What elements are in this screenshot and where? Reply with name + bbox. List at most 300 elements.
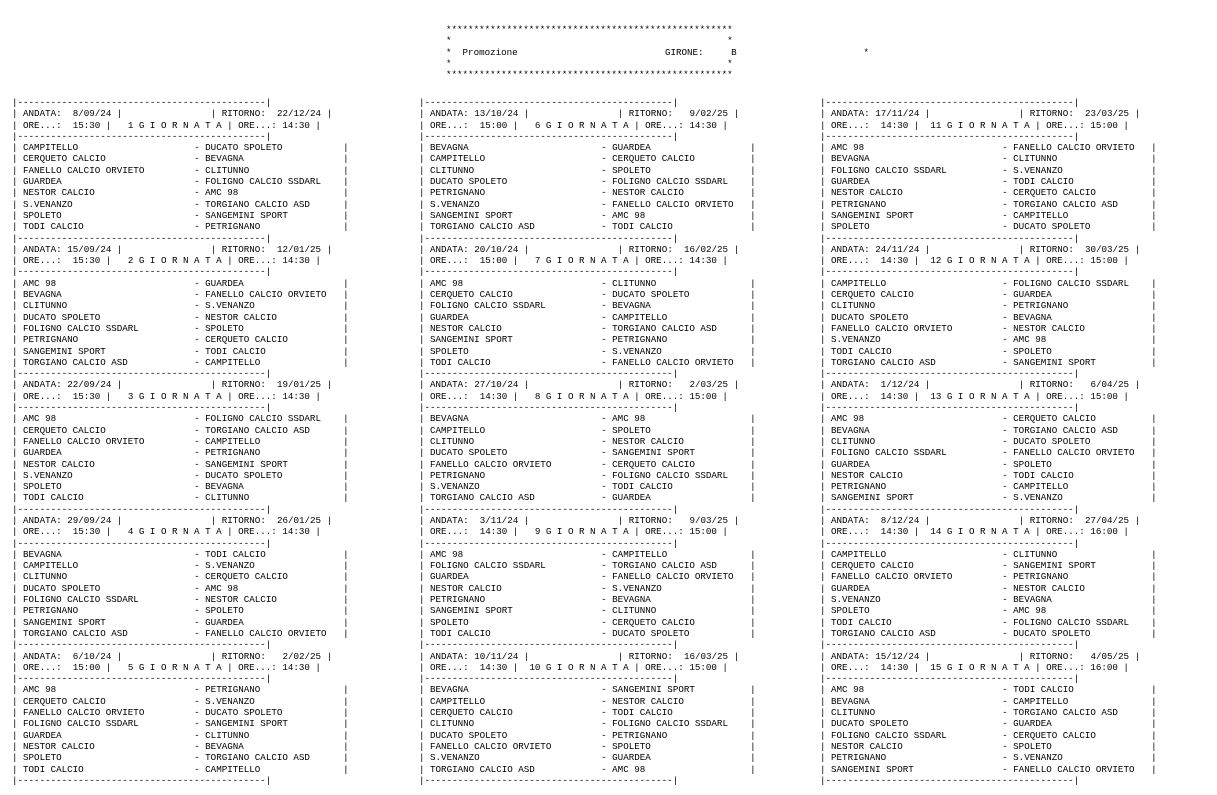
away-team: AMC 98: [612, 763, 646, 775]
away-team: FOLIGNO CALCIO SSDARL: [205, 176, 321, 188]
away-team: NESTOR CALCIO: [612, 435, 684, 447]
away-team: FOLIGNO CALCIO SSDARL: [612, 718, 728, 730]
andata-label: ANDATA:: [430, 650, 469, 662]
ore-andata-label: ORE...:: [430, 255, 469, 267]
match-row: | CLITUNNO - SPOLETO |: [419, 164, 756, 176]
home-team: S.VENANZO: [831, 334, 881, 346]
match-row: | AMC 98 - CERQUETO CALCIO |: [820, 413, 1157, 425]
andata-label: ANDATA:: [430, 379, 469, 391]
round-ore-row: | ORE...: 14:30 | 10 G I O R N A T A | ORE...: 15:00 |: [419, 661, 728, 673]
match-row: | DUCATO SPOLETO - BEVAGNA |: [820, 311, 1157, 323]
home-team: PETRIGNANO: [430, 187, 486, 199]
match-row: | FOLIGNO CALCIO SSDARL - S.VENANZO |: [820, 164, 1157, 176]
home-team: DUCATO SPOLETO: [430, 729, 508, 741]
match-row: | S.VENANZO - TORGIANO CALCIO ASD |: [12, 198, 349, 210]
home-team: GUARDEA: [23, 176, 62, 188]
andata-date: 6/10/24: [72, 650, 112, 662]
match-row: | CERQUETO CALCIO - SANGEMINI SPORT |: [820, 560, 1157, 572]
away-team: TORGIANO CALCIO ASD: [205, 424, 310, 436]
round-divider: |---------------------------------------------|: [820, 503, 1080, 515]
away-team: TODI CALCIO: [1013, 176, 1074, 188]
home-team: SANGEMINI SPORT: [430, 209, 513, 221]
andata-label: ANDATA:: [430, 514, 469, 526]
round-andata-ritorno-row: | ANDATA: 22/09/24 | | RITORNO: 19/01/25 |: [12, 379, 333, 391]
home-team: DUCATO SPOLETO: [831, 311, 909, 323]
girone-label: GIRONE:: [664, 46, 704, 58]
match-row: | PETRIGNANO - S.VENANZO |: [820, 752, 1157, 764]
match-row: | FANELLO CALCIO ORVIETO - CLITUNNO |: [12, 164, 349, 176]
match-row: | SPOLETO - TORGIANO CALCIO ASD |: [12, 752, 349, 764]
round-ore-row: | ORE...: 15:30 | 4 G I O R N A T A | ORE...: 14:30 |: [12, 526, 321, 538]
home-team: CLITUNNO: [430, 164, 475, 176]
away-team: BEVAGNA: [205, 153, 244, 165]
giornata-number: 1: [127, 119, 134, 131]
away-team: SPOLETO: [1013, 458, 1052, 470]
home-team: CERQUETO CALCIO: [23, 424, 106, 436]
ritorno-date: 27/04/25: [1084, 514, 1130, 526]
match-row: | CLITUNNO - S.VENANZO |: [12, 300, 349, 312]
round-andata-ritorno-row: | ANDATA: 6/10/24 | | RITORNO: 2/02/25 |: [12, 650, 333, 662]
away-team: NESTOR CALCIO: [1013, 322, 1085, 334]
home-team: CAMPITELLO: [831, 548, 887, 560]
ritorno-label: RITORNO:: [1029, 108, 1074, 120]
ore-andata-label: ORE...:: [23, 661, 62, 673]
giornata-number: 9: [534, 526, 541, 538]
home-team: SPOLETO: [430, 345, 469, 357]
home-team: CERQUETO CALCIO: [430, 707, 513, 719]
match-row: | S.VENANZO - AMC 98 |: [820, 334, 1157, 346]
home-team: AMC 98: [831, 413, 865, 425]
match-row: | CLITUNNO - FOLIGNO CALCIO SSDARL |: [419, 718, 756, 730]
header-title-row: * Promozione GIRONE: B *: [446, 46, 870, 58]
ore-ritorno-label: ORE...:: [238, 526, 277, 538]
home-team: CLITUNNO: [23, 571, 68, 583]
andata-date: 13/10/24: [474, 108, 519, 120]
home-team: AMC 98: [23, 413, 57, 425]
home-team: S.VENANZO: [23, 198, 73, 210]
away-team: CAMPITELLO: [612, 548, 668, 560]
match-row: | CAMPITELLO - DUCATO SPOLETO |: [12, 142, 349, 154]
home-team: BEVAGNA: [23, 548, 62, 560]
match-row: | BEVAGNA - FANELLO CALCIO ORVIETO |: [12, 289, 349, 301]
away-team: TODI CALCIO: [612, 221, 673, 233]
match-row: | AMC 98 - CAMPITELLO |: [419, 548, 756, 560]
match-row: | TORGIANO CALCIO ASD - FANELLO CALCIO ORVIETO |: [12, 627, 349, 639]
round-andata-ritorno-row: | ANDATA: 8/09/24 | | RITORNO: 22/12/24 |: [12, 108, 333, 120]
home-team: NESTOR CALCIO: [23, 740, 95, 752]
away-team: SPOLETO: [1013, 740, 1052, 752]
giornata-number: 10: [529, 661, 541, 673]
home-team: TODI CALCIO: [831, 616, 892, 628]
ore-andata: 15:30: [72, 390, 101, 402]
match-row: | CLITUNNO - NESTOR CALCIO |: [419, 435, 756, 447]
away-team: S.VENANZO: [1013, 492, 1063, 504]
match-row: | BEVAGNA - SANGEMINI SPORT |: [419, 684, 756, 696]
andata-label: ANDATA:: [23, 514, 62, 526]
away-team: S.VENANZO: [612, 582, 662, 594]
giornata-number: 14: [930, 526, 942, 538]
match-row: | SPOLETO - S.VENANZO |: [419, 345, 756, 357]
match-row: | S.VENANZO - FANELLO CALCIO ORVIETO |: [419, 198, 756, 210]
away-team: SPOLETO: [612, 740, 651, 752]
ritorno-date: 4/05/25: [1090, 650, 1130, 662]
home-team: GUARDEA: [831, 458, 870, 470]
home-team: NESTOR CALCIO: [430, 322, 502, 334]
page-header: [446, 24, 869, 80]
away-team: FANELLO CALCIO ORVIETO: [205, 289, 327, 301]
home-team: TODI CALCIO: [831, 345, 892, 357]
round-divider: |---------------------------------------------|: [419, 673, 679, 685]
round-divider: |---------------------------------------------|: [419, 402, 679, 414]
away-team: FOLIGNO CALCIO SSDARL: [1013, 616, 1129, 628]
home-team: SPOLETO: [831, 605, 870, 617]
home-team: AMC 98: [430, 277, 464, 289]
ore-ritorno-label: ORE...:: [238, 661, 277, 673]
andata-label: ANDATA:: [430, 243, 469, 255]
column-3: [820, 97, 1157, 786]
away-team: SPOLETO: [205, 605, 244, 617]
match-row: | NESTOR CALCIO - SPOLETO |: [820, 740, 1157, 752]
away-team: S.VENANZO: [205, 695, 255, 707]
home-team: SANGEMINI SPORT: [430, 334, 513, 346]
match-row: | NESTOR CALCIO - BEVAGNA |: [12, 740, 349, 752]
home-team: PETRIGNANO: [831, 481, 887, 493]
home-team: TORGIANO CALCIO ASD: [831, 627, 936, 639]
match-row: | GUARDEA - NESTOR CALCIO |: [820, 582, 1157, 594]
round-divider: |---------------------------------------------|: [12, 130, 272, 142]
ore-ritorno-label: ORE...:: [238, 119, 277, 131]
giornata-number: 6: [534, 119, 541, 131]
away-team: CERQUETO CALCIO: [612, 458, 695, 470]
match-row: | SANGEMINI SPORT - CLITUNNO |: [419, 605, 756, 617]
round-block: [419, 97, 756, 233]
match-row: | FANELLO CALCIO ORVIETO - DUCATO SPOLETO |: [12, 707, 349, 719]
match-row: | BEVAGNA - AMC 98 |: [419, 413, 756, 425]
ore-andata-label: ORE...:: [430, 119, 469, 131]
match-row: | GUARDEA - SPOLETO |: [820, 458, 1157, 470]
match-row: | CERQUETO CALCIO - DUCATO SPOLETO |: [419, 289, 756, 301]
away-team: TORGIANO CALCIO ASD: [205, 752, 310, 764]
andata-date: 27/10/24: [474, 379, 519, 391]
home-team: CLITUNNO: [430, 435, 475, 447]
ore-ritorno-label: ORE...:: [238, 255, 277, 267]
ritorno-date: 23/03/25: [1084, 108, 1130, 120]
home-team: GUARDEA: [430, 311, 469, 323]
away-team: CERQUETO CALCIO: [205, 571, 288, 583]
home-team: NESTOR CALCIO: [831, 469, 903, 481]
match-row: | CAMPITELLO - FOLIGNO CALCIO SSDARL |: [820, 277, 1157, 289]
round-ore-row: | ORE...: 15:00 | 5 G I O R N A T A | ORE...: 14:30 |: [12, 661, 321, 673]
match-row: | AMC 98 - TODI CALCIO |: [820, 684, 1157, 696]
match-row: | TODI CALCIO - FOLIGNO CALCIO SSDARL |: [820, 616, 1157, 628]
away-team: SANGEMINI SPORT: [205, 458, 288, 470]
away-team: TODI CALCIO: [205, 548, 266, 560]
column-2: [419, 97, 756, 786]
match-row: | AMC 98 - FANELLO CALCIO ORVIETO |: [820, 142, 1157, 154]
home-team: CERQUETO CALCIO: [430, 289, 513, 301]
round-block: [820, 97, 1157, 233]
away-team: FANELLO CALCIO ORVIETO: [612, 198, 734, 210]
home-team: CAMPITELLO: [831, 277, 887, 289]
round-divider: |---------------------------------------------|: [820, 130, 1080, 142]
round-andata-ritorno-row: | ANDATA: 10/11/24 | | RITORNO: 16/03/25 |: [419, 650, 740, 662]
home-team: TORGIANO CALCIO ASD: [23, 627, 128, 639]
andata-date: 3/11/24: [479, 514, 519, 526]
round-andata-ritorno-row: | ANDATA: 15/12/24 | | RITORNO: 4/05/25 |: [820, 650, 1141, 662]
ore-andata-label: ORE...:: [831, 661, 870, 673]
andata-label: ANDATA:: [831, 650, 870, 662]
ore-andata: 15:30: [72, 119, 101, 131]
round-block: [419, 368, 756, 504]
match-row: | PETRIGNANO - CAMPITELLO |: [820, 481, 1157, 493]
match-row: | TODI CALCIO - DUCATO SPOLETO |: [419, 627, 756, 639]
ritorno-date: 9/02/25: [689, 108, 729, 120]
home-team: BEVAGNA: [831, 153, 870, 165]
ritorno-date: 30/03/25: [1084, 243, 1130, 255]
home-team: FOLIGNO CALCIO SSDARL: [23, 594, 139, 606]
andata-label: ANDATA:: [23, 108, 62, 120]
match-row: | SANGEMINI SPORT - PETRIGNANO |: [419, 334, 756, 346]
home-team: AMC 98: [23, 277, 57, 289]
ore-ritorno-label: ORE...:: [1046, 119, 1085, 131]
ore-ritorno-label: ORE...:: [1046, 526, 1085, 538]
match-row: | CERQUETO CALCIO - BEVAGNA |: [12, 153, 349, 165]
ore-ritorno-label: ORE...:: [645, 526, 684, 538]
home-team: SPOLETO: [23, 209, 62, 221]
ore-andata-label: ORE...:: [430, 661, 469, 673]
match-row: | CAMPITELLO - CERQUETO CALCIO |: [419, 153, 756, 165]
match-row: | FANELLO CALCIO ORVIETO - CERQUETO CALCIO |: [419, 458, 756, 470]
match-row: | FOLIGNO CALCIO SSDARL - FANELLO CALCIO ORVIETO |: [820, 447, 1157, 459]
round-andata-ritorno-row: | ANDATA: 17/11/24 | | RITORNO: 23/03/25 |: [820, 108, 1141, 120]
andata-date: 20/10/24: [474, 243, 519, 255]
away-team: SANGEMINI SPORT: [612, 447, 695, 459]
match-row: | S.VENANZO - GUARDEA |: [419, 752, 756, 764]
round-andata-ritorno-row: | ANDATA: 3/11/24 | | RITORNO: 9/03/25 |: [419, 514, 740, 526]
away-team: SANGEMINI SPORT: [1013, 560, 1096, 572]
round-divider: |---------------------------------------------|: [820, 266, 1080, 278]
away-team: CAMPITELLO: [205, 763, 261, 775]
away-team: BEVAGNA: [205, 740, 244, 752]
ore-ritorno: 15:00: [1090, 255, 1118, 267]
away-team: GUARDEA: [612, 752, 651, 764]
away-team: CLITUNNO: [205, 492, 250, 504]
ore-ritorno: 16:00: [1090, 661, 1118, 673]
ore-andata: 14:30: [880, 390, 909, 402]
home-team: NESTOR CALCIO: [23, 187, 95, 199]
away-team: CLITUNNO: [612, 605, 657, 617]
match-row: | CAMPITELLO - NESTOR CALCIO |: [419, 695, 756, 707]
round-divider: |---------------------------------------------|: [12, 402, 272, 414]
round-divider: |---------------------------------------------|: [419, 232, 679, 244]
away-team: PETRIGNANO: [612, 729, 668, 741]
ritorno-date: 19/01/25: [276, 379, 322, 391]
away-team: S.VENANZO: [205, 300, 255, 312]
home-team: DUCATO SPOLETO: [23, 311, 101, 323]
ore-ritorno-label: ORE...:: [1046, 255, 1085, 267]
match-row: | CERQUETO CALCIO - GUARDEA |: [820, 289, 1157, 301]
home-team: NESTOR CALCIO: [23, 458, 95, 470]
andata-date: 24/11/24: [875, 243, 920, 255]
round-divider: |---------------------------------------------|: [419, 97, 679, 108]
round-divider: |---------------------------------------------|: [820, 97, 1080, 108]
away-team: GUARDEA: [1013, 289, 1052, 301]
ritorno-label: RITORNO:: [221, 108, 266, 120]
away-team: PETRIGNANO: [1013, 571, 1069, 583]
home-team: S.VENANZO: [430, 481, 480, 493]
andata-date: 8/09/24: [72, 108, 112, 120]
header-border-left-right: * *: [446, 57, 733, 69]
round-block: [820, 233, 1157, 369]
away-team: FANELLO CALCIO ORVIETO: [205, 627, 327, 639]
ritorno-date: 9/03/25: [689, 514, 729, 526]
match-row: | SANGEMINI SPORT - GUARDEA |: [12, 616, 349, 628]
round-divider: |---------------------------------------------|: [419, 266, 679, 278]
away-team: CLITUNNO: [205, 164, 250, 176]
ore-andata: 15:30: [72, 255, 101, 267]
home-team: CERQUETO CALCIO: [23, 153, 106, 165]
match-row: | FOLIGNO CALCIO SSDARL - NESTOR CALCIO |: [12, 594, 349, 606]
ore-andata: 14:30: [880, 526, 909, 538]
home-team: FOLIGNO CALCIO SSDARL: [831, 729, 947, 741]
away-team: SANGEMINI SPORT: [612, 684, 695, 696]
round-ore-row: | ORE...: 14:30 | 13 G I O R N A T A | ORE...: 15:00 |: [820, 390, 1129, 402]
ore-andata: 14:30: [479, 390, 508, 402]
round-ore-row: | ORE...: 15:00 | 7 G I O R N A T A | ORE...: 14:30 |: [419, 255, 728, 267]
match-row: | TORGIANO CALCIO ASD - DUCATO SPOLETO |: [820, 627, 1157, 639]
away-team: CAMPITELLO: [1013, 209, 1069, 221]
column-1: [12, 97, 349, 786]
home-team: DUCATO SPOLETO: [831, 718, 909, 730]
away-team: SPOLETO: [205, 322, 244, 334]
away-team: TORGIANO CALCIO ASD: [1013, 198, 1118, 210]
home-team: PETRIGNANO: [831, 752, 887, 764]
match-row: | GUARDEA - TODI CALCIO |: [820, 176, 1157, 188]
away-team: BEVAGNA: [205, 481, 244, 493]
away-team: CERQUETO CALCIO: [1013, 413, 1096, 425]
away-team: S.VENANZO: [1013, 752, 1063, 764]
away-team: NESTOR CALCIO: [612, 695, 684, 707]
away-team: AMC 98: [205, 187, 239, 199]
round-divider: |---------------------------------------------|: [12, 774, 272, 786]
giornata-number: 15: [930, 661, 942, 673]
ritorno-label: RITORNO:: [628, 650, 673, 662]
ore-andata: 15:00: [479, 119, 508, 131]
match-row: | BEVAGNA - TODI CALCIO |: [12, 548, 349, 560]
header-border-bottom: ****************************************************: [446, 69, 733, 81]
ore-andata-label: ORE...:: [831, 255, 870, 267]
away-team: GUARDEA: [612, 142, 651, 154]
match-row: | DUCATO SPOLETO - AMC 98 |: [12, 582, 349, 594]
away-team: GUARDEA: [612, 492, 651, 504]
home-team: BEVAGNA: [430, 684, 469, 696]
away-team: NESTOR CALCIO: [612, 187, 684, 199]
andata-label: ANDATA:: [23, 379, 62, 391]
home-team: DUCATO SPOLETO: [430, 176, 508, 188]
away-team: NESTOR CALCIO: [205, 594, 277, 606]
home-team: FOLIGNO CALCIO SSDARL: [430, 560, 546, 572]
match-row: | S.VENANZO - TODI CALCIO |: [419, 481, 756, 493]
match-row: | SPOLETO - DUCATO SPOLETO |: [820, 221, 1157, 233]
ore-andata-label: ORE...:: [430, 390, 469, 402]
home-team: FANELLO CALCIO ORVIETO: [831, 322, 953, 334]
home-team: AMC 98: [831, 684, 865, 696]
away-team: CAMPITELLO: [1013, 481, 1069, 493]
round-andata-ritorno-row: | ANDATA: 1/12/24 | | RITORNO: 6/04/25 |: [820, 379, 1141, 391]
away-team: SPOLETO: [1013, 345, 1052, 357]
away-team: CAMPITELLO: [1013, 695, 1069, 707]
away-team: GUARDEA: [205, 616, 244, 628]
home-team: SPOLETO: [23, 481, 62, 493]
away-team: S.VENANZO: [205, 560, 255, 572]
andata-label: ANDATA:: [831, 108, 870, 120]
ore-ritorno-label: ORE...:: [1046, 661, 1085, 673]
ritorno-label: RITORNO:: [221, 243, 266, 255]
ore-ritorno-label: ORE...:: [238, 390, 277, 402]
home-team: BEVAGNA: [430, 142, 469, 154]
match-row: | PETRIGNANO - CERQUETO CALCIO |: [12, 334, 349, 346]
match-row: | CLITUNNO - PETRIGNANO |: [820, 300, 1157, 312]
round-ore-row: | ORE...: 14:30 | 14 G I O R N A T A | ORE...: 16:00 |: [820, 526, 1129, 538]
round-block: [12, 639, 349, 775]
match-row: | FOLIGNO CALCIO SSDARL - CERQUETO CALCIO |: [820, 729, 1157, 741]
match-row: | CERQUETO CALCIO - TORGIANO CALCIO ASD |: [12, 424, 349, 436]
round-divider: |---------------------------------------------|: [419, 368, 679, 380]
round-ore-row: | ORE...: 14:30 | 11 G I O R N A T A | ORE...: 15:00 |: [820, 119, 1129, 131]
ritorno-label: RITORNO:: [221, 379, 266, 391]
home-team: NESTOR CALCIO: [831, 740, 903, 752]
home-team: SPOLETO: [831, 221, 870, 233]
giornata-number: 7: [534, 255, 541, 267]
away-team: AMC 98: [1013, 605, 1047, 617]
giornata-number: 12: [930, 255, 942, 267]
away-team: BEVAGNA: [1013, 594, 1052, 606]
round-block: [12, 504, 349, 640]
round-divider: |---------------------------------------------|: [419, 537, 679, 549]
home-team: FOLIGNO CALCIO SSDARL: [430, 300, 546, 312]
match-row: | TODI CALCIO - SPOLETO |: [820, 345, 1157, 357]
match-row: | SANGEMINI SPORT - TODI CALCIO |: [12, 345, 349, 357]
match-row: | TODI CALCIO - FANELLO CALCIO ORVIETO |: [419, 356, 756, 368]
away-team: TODI CALCIO: [1013, 684, 1074, 696]
match-row: | TORGIANO CALCIO ASD - SANGEMINI SPORT |: [820, 356, 1157, 368]
round-block: [12, 97, 349, 233]
away-team: FANELLO CALCIO ORVIETO: [612, 571, 734, 583]
andata-date: 22/09/24: [67, 379, 112, 391]
match-row: | SPOLETO - CERQUETO CALCIO |: [419, 616, 756, 628]
ore-ritorno-label: ORE...:: [1046, 390, 1085, 402]
match-row: | FOLIGNO CALCIO SSDARL - TORGIANO CALCIO ASD |: [419, 560, 756, 572]
home-team: SPOLETO: [23, 752, 62, 764]
home-team: TORGIANO CALCIO ASD: [23, 356, 128, 368]
ore-ritorno: 15:00: [689, 661, 717, 673]
away-team: TORGIANO CALCIO ASD: [612, 322, 717, 334]
home-team: BEVAGNA: [831, 695, 870, 707]
away-team: CERQUETO CALCIO: [612, 616, 695, 628]
andata-date: 15/09/24: [67, 243, 112, 255]
andata-label: ANDATA:: [430, 108, 469, 120]
away-team: CLITUNNO: [1013, 548, 1058, 560]
match-row: | FOLIGNO CALCIO SSDARL - SANGEMINI SPORT |: [12, 718, 349, 730]
ore-ritorno: 15:00: [689, 526, 717, 538]
match-row: | GUARDEA - CLITUNNO |: [12, 729, 349, 741]
away-team: DUCATO SPOLETO: [205, 142, 283, 154]
round-block: [820, 368, 1157, 504]
round-divider: |---------------------------------------------|: [12, 537, 272, 549]
round-andata-ritorno-row: | ANDATA: 29/09/24 | | RITORNO: 26/01/25 |: [12, 514, 333, 526]
match-row: | NESTOR CALCIO - CERQUETO CALCIO |: [820, 187, 1157, 199]
ore-ritorno: 14:30: [282, 390, 310, 402]
